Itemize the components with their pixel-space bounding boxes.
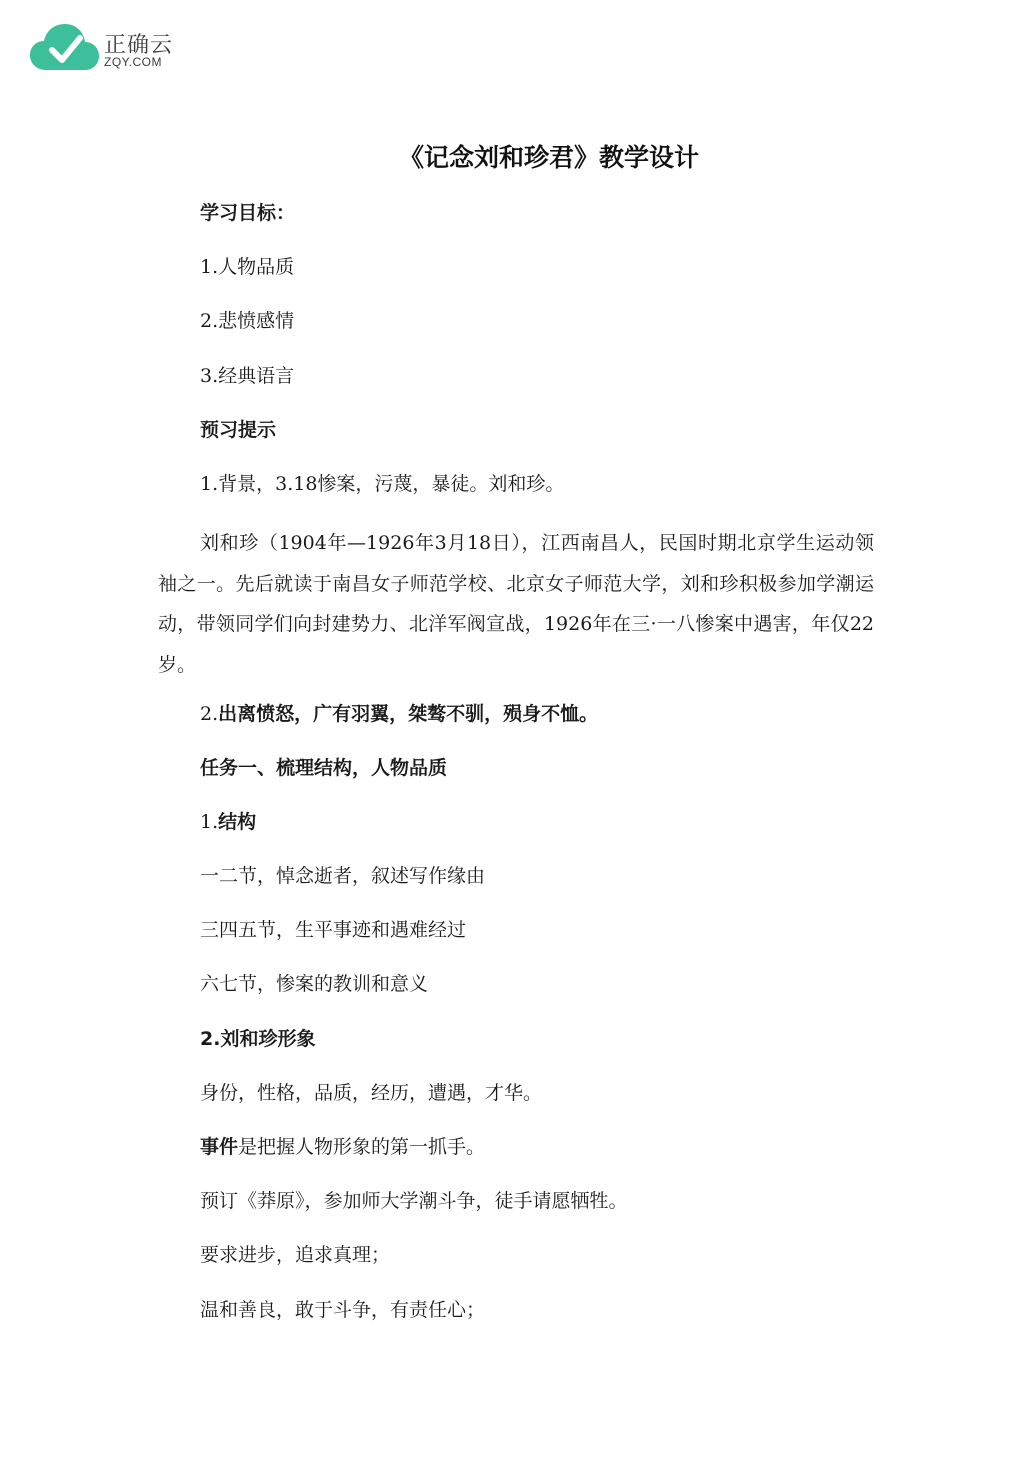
event-line	[158, 1132, 874, 1162]
image-traits: 身份，性格，品质，经历，遭遇，才华。	[200, 1081, 543, 1104]
brand-name: 正确云	[104, 33, 174, 58]
preview-item-2	[158, 699, 874, 729]
preview-heading: 预习提示	[200, 418, 277, 441]
goals-heading: 学习目标：	[200, 202, 296, 224]
event-text: 是把握人物形象的第一抓手。	[238, 1136, 486, 1158]
structure-item: 三四五节，生平事迹和遇难经过	[200, 919, 467, 942]
structure-heading	[158, 807, 874, 837]
structure-item: 一二节，悼念逝者，叙述写作缘由	[200, 865, 486, 888]
structure-item: 六七节，惨案的教训和意义	[200, 973, 429, 996]
preview-item-1: 1.背景，3.18惨案，污蔑，暴徒。刘和珍。	[200, 472, 565, 495]
goal-item: 1.人物品质	[200, 256, 295, 279]
event-label: 事件	[200, 1136, 239, 1158]
trait-line: 温和善良，敢于斗争，有责任心；	[200, 1298, 486, 1321]
preview-item-2-prefix: 2.	[200, 702, 219, 725]
logo	[30, 22, 190, 74]
structure-prefix: 1.	[200, 810, 219, 833]
event-detail: 预订《莽原》，参加师大学潮斗争，徒手请愿牺牲。	[200, 1190, 628, 1213]
goal-item: 2.悲愤感情	[200, 310, 295, 333]
document-title: 《记念刘和珍君》教学设计	[398, 143, 699, 172]
bio-paragraph: 刘和珍（1904年—1926年3月18日），江西南昌人，民国时期北京学生运动领袖之一。先后就读于南昌女子师范学校、北京女子师范大学，刘和珍积极参加学潮运动，带领同学们向封建势力、北洋军阀宣战，1926年在三·一八惨案中遇害，年仅22岁。	[158, 532, 874, 676]
structure-label: 结构	[218, 810, 257, 833]
image-heading: 2.刘和珍形象	[200, 1027, 316, 1050]
preview-item-2-text: 出离愤怒，广有羽翼，桀骜不驯，殒身不恤。	[218, 702, 599, 725]
task1-heading: 任务一、梳理结构，人物品质	[200, 756, 448, 779]
goal-item: 3.经典语言	[200, 364, 295, 387]
brand-domain: ZQY.COM	[104, 55, 162, 69]
trait-line: 要求进步，追求真理；	[200, 1244, 391, 1267]
cloud-check-icon	[30, 22, 100, 74]
document-body	[158, 198, 874, 1349]
